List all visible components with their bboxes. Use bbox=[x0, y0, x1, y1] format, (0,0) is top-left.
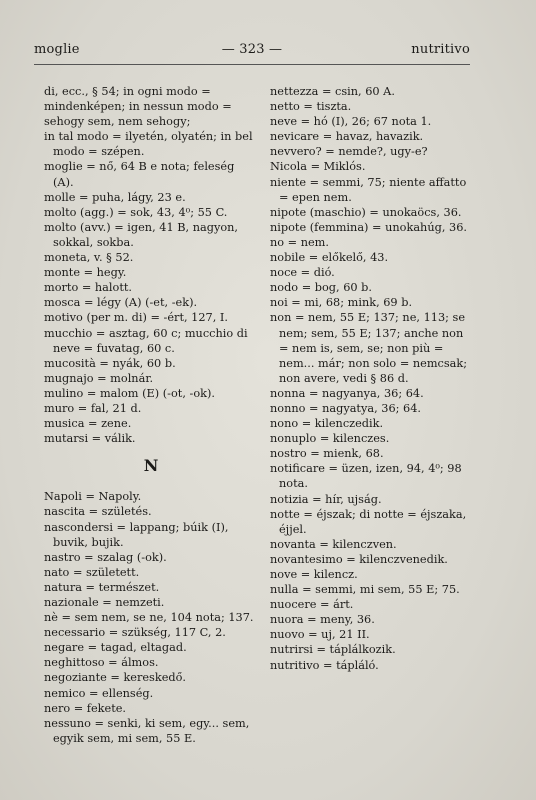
dictionary-entry: natura = természet. bbox=[44, 580, 160, 594]
dictionary-entry: nettezza = csin, 60 A. bbox=[270, 85, 395, 98]
dictionary-entry: mutarsi = válik. bbox=[44, 432, 136, 446]
dictionary-entry: di, ecc., § 54; in ogni modo = mindenképen; in nessun modo = sehogy sem, nem sehogy; bbox=[44, 85, 232, 129]
dictionary-entry: mugnajo = molnár. bbox=[44, 371, 154, 385]
dictionary-entry: molle = puha, lágy, 23 e. bbox=[44, 190, 186, 204]
dictionary-entry: nuora = meny, 36. bbox=[270, 613, 375, 627]
header-left-guideword: moglie bbox=[34, 42, 80, 57]
dictionary-entry: muro = fal, 21 d. bbox=[44, 401, 142, 415]
dictionary-entry: nemico = ellenség. bbox=[44, 686, 154, 700]
dictionary-entry: novantesimo = kilenczvenedik. bbox=[270, 552, 448, 566]
dictionary-entry: nove = kilencz. bbox=[270, 568, 358, 581]
dictionary-entry: nulla = semmi, mi sem, 55 E; 75. bbox=[270, 583, 460, 597]
dictionary-entry: nobile = előkelő, 43. bbox=[270, 251, 389, 265]
page-header bbox=[34, 42, 470, 64]
dictionary-entry: mosca = légy (A) (-et, -ek). bbox=[44, 296, 198, 310]
header-rule bbox=[34, 64, 470, 65]
dictionary-entry: nodo = bog, 60 b. bbox=[270, 281, 372, 295]
dictionary-entry: novanta = kilenczven. bbox=[270, 537, 397, 551]
dictionary-entry: nonuplo = kilenczes. bbox=[270, 432, 390, 446]
dictionary-entry: nutrirsi = táplálkozik. bbox=[270, 643, 396, 657]
dictionary-entry: notizia = hír, ujság. bbox=[270, 492, 382, 506]
dictionary-entry: nastro = szalag (-ok). bbox=[44, 550, 167, 564]
dictionary-entry: monte = hegy. bbox=[44, 266, 127, 280]
page-number: — 323 — bbox=[221, 42, 283, 57]
dictionary-entry: nipote (femmina) = unokahúg, 36. bbox=[270, 220, 467, 234]
dictionary-entry: morto = halott. bbox=[44, 281, 132, 295]
dictionary-entry: nè = sem nem, se ne, 104 nota; 137. bbox=[44, 611, 254, 625]
dictionary-entry: molto (agg.) = sok, 43, 4⁰; 55 C. bbox=[44, 205, 228, 219]
dictionary-entry: nato = született. bbox=[44, 565, 140, 579]
dictionary-entry: nascondersi = lappang; búik (I), buvik, bujik. bbox=[44, 520, 229, 549]
dictionary-entry: moglie = nő, 64 B e nota; feleség (A). bbox=[44, 160, 235, 189]
dictionary-entry: nipote (maschio) = unokaöcs, 36. bbox=[270, 205, 462, 219]
dictionary-entry: neghittoso = álmos. bbox=[44, 656, 159, 670]
dictionary-entry: noi = mi, 68; mink, 69 b. bbox=[270, 296, 413, 310]
dictionary-entry: nostro = mienk, 68. bbox=[270, 447, 384, 461]
dictionary-entry: motivo (per m. di) = -ért, 127, I. bbox=[44, 311, 228, 325]
dictionary-entry: notte = éjszak; di notte = éjszaka, éjjel. bbox=[270, 507, 467, 536]
dictionary-entry: mulino = malom (E) (-ot, -ok). bbox=[44, 386, 215, 400]
dictionary-entry: Napoli = Napoly. bbox=[44, 490, 142, 504]
dictionary-entry: nonna = nagyanya, 36; 64. bbox=[270, 386, 424, 400]
dictionary-entry: in tal modo = ilyetén, olyatén; in bel modo = szépen. bbox=[44, 130, 253, 159]
left-column bbox=[44, 84, 258, 746]
header-right-guideword: nutritivo bbox=[411, 42, 470, 57]
dictionary-entry: nascita = születés. bbox=[44, 505, 152, 519]
right-column bbox=[270, 84, 476, 673]
dictionary-entry: mucosità = nyák, 60 b. bbox=[44, 356, 176, 370]
dictionary-entry: nonno = nagyatya, 36; 64. bbox=[270, 401, 422, 415]
section-letter-n: N bbox=[143, 456, 159, 476]
dictionary-entry: neve = hó (I), 26; 67 nota 1. bbox=[270, 115, 432, 129]
dictionary-entry: moneta, v. § 52. bbox=[44, 251, 134, 265]
dictionary-entry: notificare = üzen, izen, 94, 4⁰; 98 nota. bbox=[270, 462, 462, 491]
dictionary-entry: no = nem. bbox=[270, 235, 329, 249]
dictionary-entry: nuocere = árt. bbox=[270, 598, 354, 612]
dictionary-entry: mucchio = asztag, 60 c; mucchio di neve = fuvatag, 60 c. bbox=[44, 326, 248, 355]
dictionary-entry: niente = semmi, 75; niente affatto = epen nem. bbox=[270, 175, 467, 204]
dictionary-entry: negare = tagad, eltagad. bbox=[44, 641, 187, 655]
dictionary-entry: non = nem, 55 E; 137; ne, 113; se nem; sem, 55 E; 137; anche non = nem is, sem, se; non più = nem... már; non solo = nemcsak; non avere, vedi § 86 d. bbox=[270, 311, 468, 385]
dictionary-entry: nutritivo = tápláló. bbox=[270, 658, 379, 672]
dictionary-entry: musica = zene. bbox=[44, 417, 132, 431]
dictionary-entry: nevvero? = nemde?, ugy-e? bbox=[270, 145, 428, 159]
dictionary-entry: nazionale = nemzeti. bbox=[44, 596, 165, 609]
dictionary-entry: negoziante = kereskedő. bbox=[44, 671, 187, 685]
dictionary-entry: necessario = szükség, 117 C, 2. bbox=[44, 626, 226, 640]
dictionary-entry: nero = fekete. bbox=[44, 701, 127, 715]
dictionary-entry: nono = kilenczedik. bbox=[270, 417, 384, 431]
dictionary-entry: Nicola = Miklós. bbox=[270, 160, 366, 174]
dictionary-entry: nessuno = senki, ki sem, egy... sem, egyik sem, mi sem, 55 E. bbox=[44, 716, 250, 745]
dictionary-entry: noce = dió. bbox=[270, 266, 335, 280]
dictionary-entry: molto (avv.) = igen, 41 B, nagyon, sokkal, sokba. bbox=[44, 220, 238, 249]
dictionary-entry: nevicare = havaz, havazik. bbox=[270, 130, 424, 144]
dictionary-entry: nuovo = uj, 21 II. bbox=[270, 628, 370, 642]
dictionary-entry: netto = tiszta. bbox=[270, 100, 352, 114]
